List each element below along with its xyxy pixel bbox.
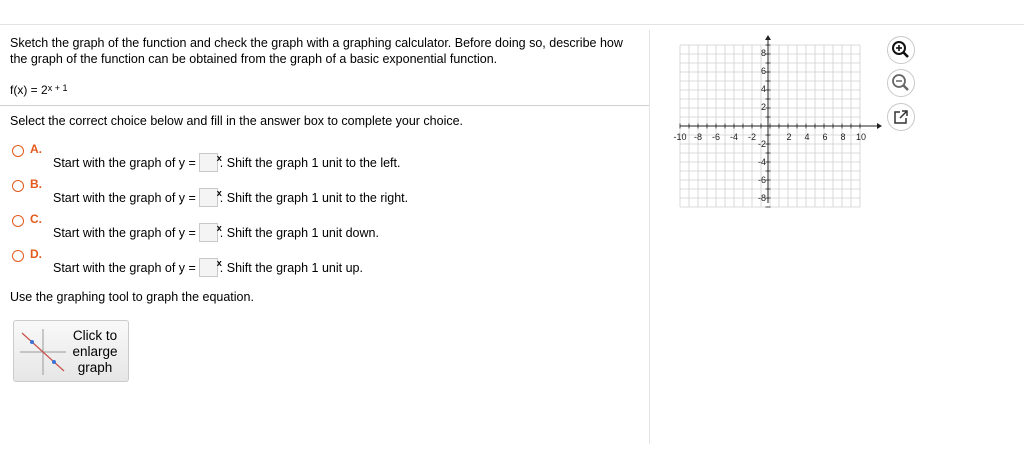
choice-a-radio[interactable] — [12, 145, 24, 157]
y-axis-arrow — [765, 35, 771, 40]
choice-c-prefix: Start with the graph of y = — [53, 225, 196, 240]
graph-thumbnail-icon — [20, 329, 66, 375]
y-tick-label: 4 — [760, 84, 766, 94]
enlarge-graph-button[interactable] — [13, 320, 129, 382]
choice-b-letter: B. — [30, 177, 42, 191]
x-tick-label: 4 — [804, 132, 810, 142]
choice-d-radio[interactable] — [12, 250, 24, 262]
y-tick-label: -8 — [757, 193, 766, 203]
choice-c-exponent: x — [216, 223, 222, 233]
choice-c-answer-box[interactable] — [199, 223, 222, 242]
zoom-in-icon — [888, 37, 914, 63]
choice-d-text — [53, 259, 363, 278]
choice-d-prefix: Start with the graph of y = — [53, 260, 196, 275]
enlarge-graph-label — [70, 328, 120, 376]
x-tick-label: 6 — [822, 132, 828, 142]
choice-b-radio[interactable] — [12, 180, 24, 192]
question-text — [10, 35, 650, 67]
popout-icon — [888, 104, 914, 130]
choice-a-letter: A. — [30, 142, 42, 156]
x-tick-label: -6 — [711, 132, 721, 142]
choice-b-prefix: Start with the graph of y = — [53, 190, 196, 205]
zoom-in-button[interactable] — [887, 36, 915, 64]
zoom-out-button[interactable] — [887, 69, 915, 97]
choice-a-answer-box[interactable] — [199, 153, 222, 172]
x-tick-label: -8 — [693, 132, 703, 142]
choice-d-letter: D. — [30, 247, 42, 261]
function-exponent: x + 1 — [47, 83, 68, 93]
choice-d-answer-box[interactable] — [199, 258, 222, 277]
y-tick-label: -4 — [757, 157, 766, 167]
choice-d-exponent: x — [216, 258, 222, 268]
x-tick-label: 8 — [840, 132, 846, 142]
choice-c-radio[interactable] — [12, 215, 24, 227]
coordinate-graph[interactable] — [672, 33, 882, 213]
y-tick-label: 8 — [760, 48, 766, 58]
question-line-1: Sketch the graph of the function and check the graph with a graphing calculator. Before doing so, describe how — [10, 36, 623, 50]
choice-b-suffix: . Shift the graph 1 unit to the right. — [219, 190, 409, 205]
x-tick-label: 2 — [786, 132, 792, 142]
instruction-text: Select the correct choice below and fill in the answer box to complete your choice. — [10, 114, 464, 128]
y-tick-label: 2 — [760, 102, 766, 112]
y-tick-label: -6 — [757, 175, 766, 185]
graph-tool-instruction: Use the graphing tool to graph the equation. — [10, 290, 254, 304]
choice-a-exponent: x — [216, 153, 222, 163]
enlarge-label-line-1: Click to — [72, 328, 118, 343]
y-tick-label: 6 — [760, 66, 766, 76]
x-tick-label: -2 — [747, 132, 757, 142]
choice-c-letter: C. — [30, 212, 42, 226]
choice-a-text — [53, 154, 400, 173]
choice-b-exponent: x — [216, 188, 222, 198]
x-tick-label: -10 — [673, 132, 687, 142]
function-expression — [10, 83, 67, 97]
choice-d-suffix: . Shift the graph 1 unit up. — [219, 260, 363, 275]
top-divider — [0, 24, 1024, 25]
choice-a-suffix: . Shift the graph 1 unit to the left. — [219, 155, 401, 170]
enlarge-label-line-3: graph — [77, 360, 113, 375]
popout-button[interactable] — [887, 103, 915, 131]
panel-divider — [649, 30, 650, 444]
choice-c-text — [53, 224, 379, 243]
question-line-2: the graph of the function can be obtained from the graph of a basic exponential function. — [10, 52, 498, 66]
x-tick-label: -4 — [729, 132, 739, 142]
section-divider — [0, 105, 649, 106]
x-tick-label: 10 — [855, 132, 867, 142]
choice-c-suffix: . Shift the graph 1 unit down. — [219, 225, 379, 240]
choice-b-answer-box[interactable] — [199, 188, 222, 207]
choice-b-text — [53, 189, 408, 208]
function-base: f(x) = 2 — [10, 83, 48, 97]
enlarge-label-line-2: enlarge — [72, 344, 118, 359]
choice-a-prefix: Start with the graph of y = — [53, 155, 196, 170]
zoom-out-icon — [888, 70, 914, 96]
y-tick-label: -2 — [757, 139, 766, 149]
x-axis-arrow — [877, 123, 882, 129]
